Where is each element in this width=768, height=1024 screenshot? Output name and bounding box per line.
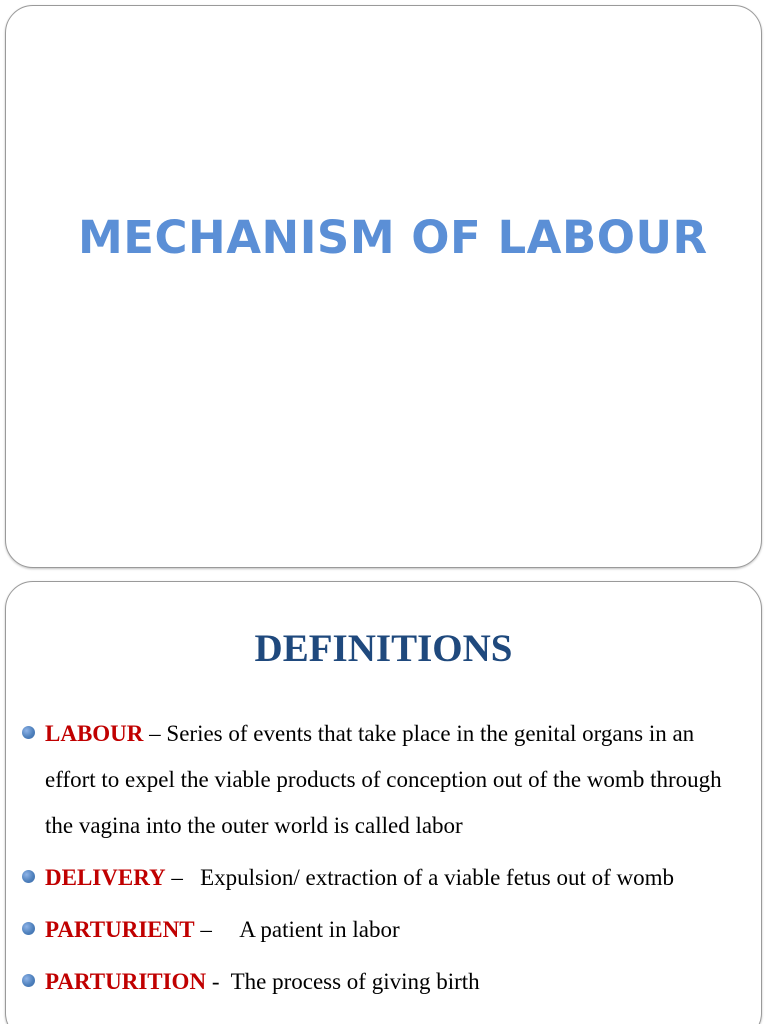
definitions-slide xyxy=(5,581,762,1024)
definition-item xyxy=(6,855,763,901)
definition-text: Series of events that take place in the genital organs in an effort to expel the viable products of conception out of the womb through the vagina into the outer world is called labor xyxy=(45,721,722,838)
definition-separator: - xyxy=(206,969,231,994)
definition-term: PARTURITION xyxy=(45,969,207,994)
definition-separator: – xyxy=(165,865,201,890)
definition-text: The process of giving birth xyxy=(230,969,480,994)
definition-term: DELIVERY xyxy=(45,865,166,890)
definition-item xyxy=(6,907,763,953)
title-slide xyxy=(5,5,762,568)
definition-term: PARTURIENT xyxy=(45,917,195,942)
definition-item xyxy=(6,959,763,1005)
definition-separator: – xyxy=(143,721,167,746)
definition-separator: – xyxy=(194,917,240,942)
slide-title: MECHANISM OF LABOUR xyxy=(78,211,708,264)
definition-text: A patient in labor xyxy=(239,917,400,942)
definitions-heading: DEFINITIONS xyxy=(254,627,513,670)
definitions-list xyxy=(6,711,763,1011)
definition-item xyxy=(6,711,763,849)
bullet-dot-icon xyxy=(22,974,35,987)
bullet-dot-icon xyxy=(22,870,35,883)
definition-text: Expulsion/ extraction of a viable fetus out of womb xyxy=(200,865,675,890)
bullet-dot-icon xyxy=(22,922,35,935)
bullet-dot-icon xyxy=(22,726,35,739)
definition-term: LABOUR xyxy=(45,721,144,746)
